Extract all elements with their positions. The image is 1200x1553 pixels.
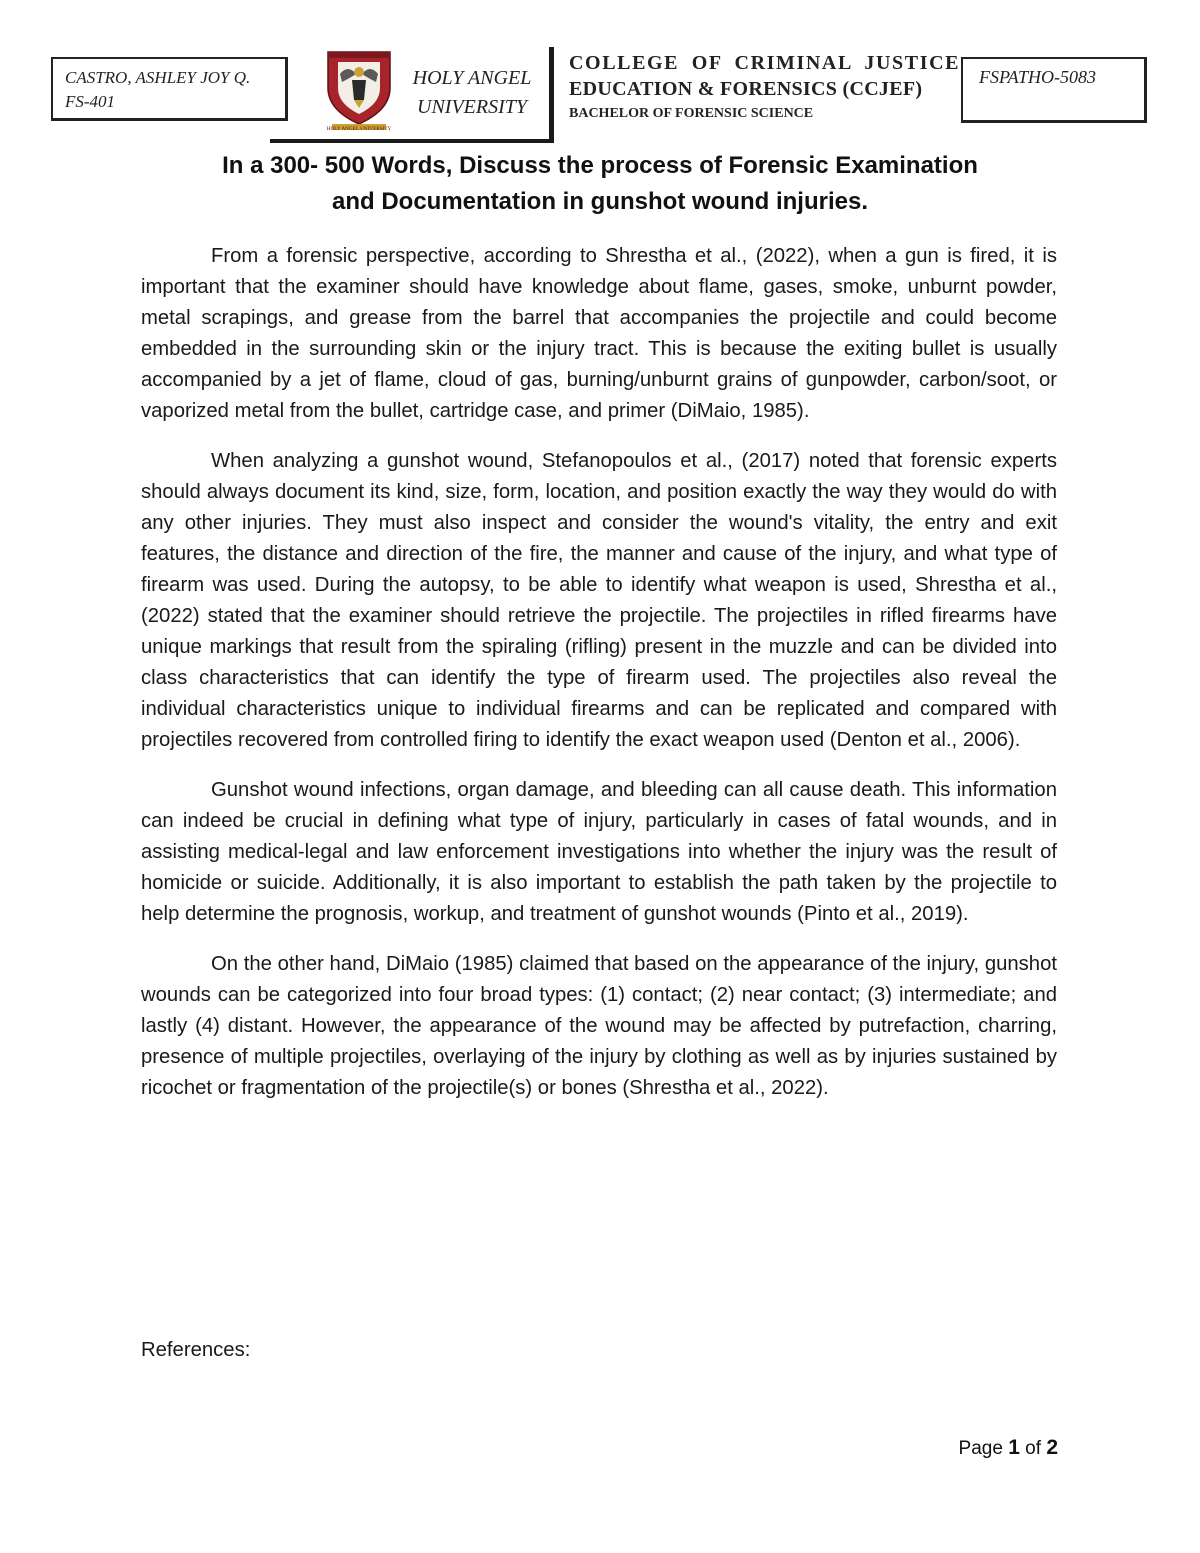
title-line1: In a 300- 500 Words, Discuss the process of Forensic Examination	[222, 152, 978, 179]
document-title	[130, 148, 1070, 220]
college-info	[569, 50, 961, 125]
paragraph-2: When analyzing a gunshot wound, Stefanopoulos et al., (2017) noted that forensic experts should always document its kind, size, form, location, and position exactly the way they would do with any other injuries. They must also inspect and consider the wound's vitality, the entry and exit features, the distance and direction of the fire, the manner and cause of the injury, and what type of firearm was used. During the autopsy, to be able to identify what weapon is used, Shrestha et al., (2022) stated that the examiner should retrieve the projectile. The projectiles in rifled firearms have unique markings that result from the spiraling (rifling) present in the muzzle and can be divided into class characteristics that can identify the type of firearm used. The projectiles also reveal the individual characteristics unique to individual firearms and can be replicated and compared with projectiles recovered from controlled firing to identify the exact weapon used (Denton et al., 2006).	[141, 450, 1057, 751]
university-name	[402, 64, 542, 122]
university-name-line1: HOLY ANGEL	[412, 67, 532, 89]
current-page: 1	[1008, 1436, 1020, 1459]
student-info-box	[51, 57, 288, 121]
college-name-line2: EDUCATION & FORENSICS (CCJEF)	[569, 78, 923, 100]
references-heading: References:	[141, 1339, 251, 1361]
total-pages: 2	[1046, 1436, 1058, 1459]
page-word: Page	[958, 1438, 1003, 1459]
header-horizontal-rule	[270, 139, 554, 143]
paragraph-3: Gunshot wound infections, organ damage, and bleeding can all cause death. This information can indeed be crucial in defining what type of injury, particularly in cases of fatal wounds, and in assisting medical-legal and law enforcement investigations into whether the injury was the result of homicide or suicide. Additionally, it is also important to establish the path taken by the projectile to help determine the prognosis, workup, and treatment of gunshot wounds (Pinto et al., 2019).	[141, 779, 1057, 925]
course-code-box	[961, 57, 1147, 123]
paragraph-1: From a forensic perspective, according to Shrestha et al., (2022), when a gun is fired, it is important that the examiner should have knowledge about flame, gases, smoke, unburnt powder, metal scrapings, and grease from the barrel that accompanies the projectile and could become embedded in the surrounding skin or the injury tract. This is because the exiting bullet is usually accompanied by a jet of flame, cloud of gas, burning/unburnt grains of gunpowder, carbon/soot, or vaporized metal from the bullet, cartridge case, and primer (DiMaio, 1985).	[141, 245, 1057, 422]
program-name: BACHELOR OF FORENSIC SCIENCE	[569, 106, 814, 121]
logo-text: HOLY ANGEL UNIVERSITY	[326, 126, 392, 132]
of-word: of	[1025, 1438, 1042, 1459]
page-number	[959, 1433, 1058, 1464]
student-section: FS-401	[65, 92, 116, 111]
university-name-line2: UNIVERSITY	[417, 96, 527, 118]
paragraph-4: On the other hand, DiMaio (1985) claimed that based on the appearance of the injury, gunshot wounds can be categorized into four broad types: (1) contact; (2) near contact; (3) intermediate; and lastly (4) distant. However, the appearance of the wound may be affected by putrefaction, charring, presence of multiple projectiles, overlaying of the injury by clothing as well as by injuries sustained by ricochet or fragmentation of the projectile(s) or bones (Shrestha et al., 2022).	[141, 953, 1057, 1099]
document-body	[141, 241, 1057, 1123]
title-line2: and Documentation in gunshot wound injuries.	[332, 188, 868, 215]
university-crest-logo	[318, 44, 400, 136]
college-name-line1: COLLEGE OF CRIMINAL JUSTICE	[569, 52, 961, 74]
course-code: FSPATHO-5083	[979, 67, 1096, 87]
student-name: CASTRO, ASHLEY JOY Q.	[65, 68, 251, 87]
header-vertical-divider	[549, 47, 554, 143]
